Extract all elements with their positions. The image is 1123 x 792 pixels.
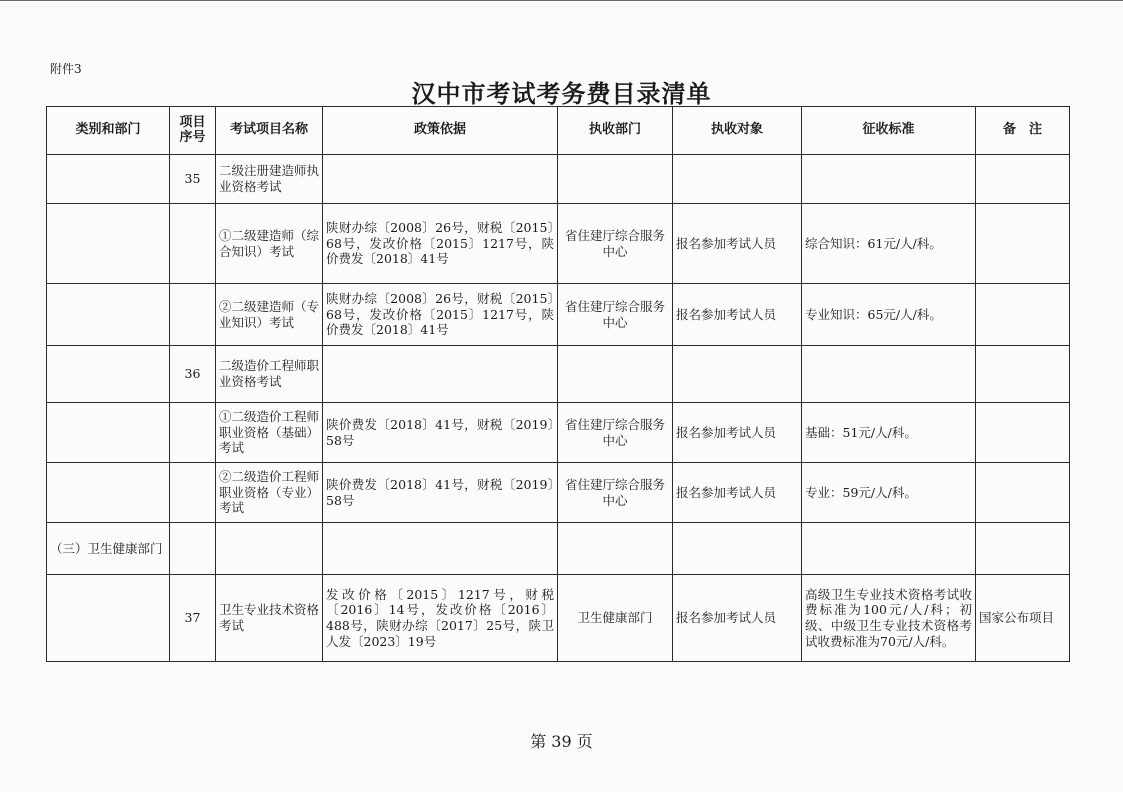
cell-exam-name: ②二级建造师（专业知识）考试: [216, 284, 323, 346]
header-category: 类别和部门: [47, 107, 170, 155]
cell-dept: [558, 346, 673, 403]
table-row: [47, 155, 1070, 204]
header-seq: [170, 107, 216, 155]
cell-remark: [976, 463, 1070, 523]
header-policy: 政策依据: [323, 107, 558, 155]
scan-top-border: [0, 0, 1123, 1]
cell-dept: 省住建厅综合服务中心: [558, 204, 673, 284]
cell-category: [47, 575, 170, 662]
cell-exam-name: 二级注册建造师执业资格考试: [216, 155, 323, 204]
table-header-row: [47, 107, 1070, 155]
page-title: 汉中市考试考务费目录清单: [411, 80, 712, 108]
cell-category: [47, 403, 170, 463]
cell-policy: [323, 346, 558, 403]
cell-seq: [170, 463, 216, 523]
cell-dept: 省住建厅综合服务中心: [558, 463, 673, 523]
cell-exam-name: 卫生专业技术资格考试: [216, 575, 323, 662]
cell-exam-name: ①二级建造师（综合知识）考试: [216, 204, 323, 284]
cell-target: [673, 346, 802, 403]
cell-category: （三）卫生健康部门: [47, 523, 170, 575]
cell-target: 报名参加考试人员: [673, 403, 802, 463]
table-row: [47, 523, 1070, 575]
cell-seq: [170, 284, 216, 346]
header-standard: 征收标准: [802, 107, 976, 155]
header-seq-label: 项目 序号: [179, 114, 206, 145]
cell-policy: 陕价费发〔2018〕41号，财税〔2019〕58号: [323, 403, 558, 463]
table-row: [47, 403, 1070, 463]
cell-category: [47, 463, 170, 523]
cell-dept: [558, 155, 673, 204]
cell-remark: [976, 155, 1070, 204]
cell-policy: [323, 155, 558, 204]
cell-category: [47, 346, 170, 403]
cell-exam-name: 二级造价工程师职业资格考试: [216, 346, 323, 403]
cell-standard: [802, 523, 976, 575]
cell-dept: [558, 523, 673, 575]
attachment-label: 附件3: [50, 62, 82, 76]
header-exam-name: 考试项目名称: [216, 107, 323, 155]
cell-policy: 陕财办综〔2008〕26号，财税〔2015〕68号，发改价格〔2015〕1217号，陕价费发〔2018〕41号: [323, 204, 558, 284]
page-number: 第 39 页: [530, 732, 593, 751]
cell-seq: [170, 403, 216, 463]
cell-category: [47, 284, 170, 346]
cell-policy: [323, 523, 558, 575]
cell-seq: 36: [170, 346, 216, 403]
cell-target: [673, 155, 802, 204]
cell-remark: [976, 284, 1070, 346]
cell-category: [47, 155, 170, 204]
cell-category: [47, 204, 170, 284]
header-dept: 执收部门: [558, 107, 673, 155]
cell-policy: 发改价格〔2015〕1217号，财税〔2016〕14号，发改价格〔2016〕488号，陕财办综〔2017〕25号，陕卫人发〔2023〕19号: [323, 575, 558, 662]
table-row: [47, 204, 1070, 284]
cell-dept: 卫生健康部门: [558, 575, 673, 662]
cell-policy: 陕价费发〔2018〕41号，财税〔2019〕58号: [323, 463, 558, 523]
table-row: [47, 346, 1070, 403]
cell-policy: 陕财办综〔2008〕26号，财税〔2015〕68号，发改价格〔2015〕1217号，陕价费发〔2018〕41号: [323, 284, 558, 346]
cell-seq: [170, 204, 216, 284]
cell-remark: [976, 346, 1070, 403]
cell-seq: 37: [170, 575, 216, 662]
table-row: [47, 463, 1070, 523]
cell-standard: 专业知识：65元/人/科。: [802, 284, 976, 346]
cell-standard: 高级卫生专业技术资格考试收费标准为100元/人/科；初级、中级卫生专业技术资格考试收费标准为70元/人/科。: [802, 575, 976, 662]
cell-standard: [802, 155, 976, 204]
table-row: [47, 284, 1070, 346]
cell-standard: 综合知识：61元/人/科。: [802, 204, 976, 284]
cell-remark: 国家公布项目: [976, 575, 1070, 662]
cell-exam-name: [216, 523, 323, 575]
cell-target: 报名参加考试人员: [673, 575, 802, 662]
table-row: [47, 575, 1070, 662]
cell-dept: 省住建厅综合服务中心: [558, 284, 673, 346]
cell-dept: 省住建厅综合服务中心: [558, 403, 673, 463]
cell-remark: [976, 403, 1070, 463]
cell-exam-name: ②二级造价工程师职业资格（专业）考试: [216, 463, 323, 523]
cell-remark: [976, 523, 1070, 575]
cell-remark: [976, 204, 1070, 284]
cell-target: 报名参加考试人员: [673, 284, 802, 346]
cell-standard: 专业：59元/人/科。: [802, 463, 976, 523]
header-target: 执收对象: [673, 107, 802, 155]
cell-exam-name: ①二级造价工程师职业资格（基础）考试: [216, 403, 323, 463]
cell-standard: 基础：51元/人/科。: [802, 403, 976, 463]
cell-target: [673, 523, 802, 575]
cell-standard: [802, 346, 976, 403]
header-remark: 备 注: [976, 107, 1070, 155]
cell-seq: [170, 523, 216, 575]
cell-target: 报名参加考试人员: [673, 463, 802, 523]
cell-target: 报名参加考试人员: [673, 204, 802, 284]
cell-seq: 35: [170, 155, 216, 204]
fee-catalog-table: [46, 106, 1070, 662]
